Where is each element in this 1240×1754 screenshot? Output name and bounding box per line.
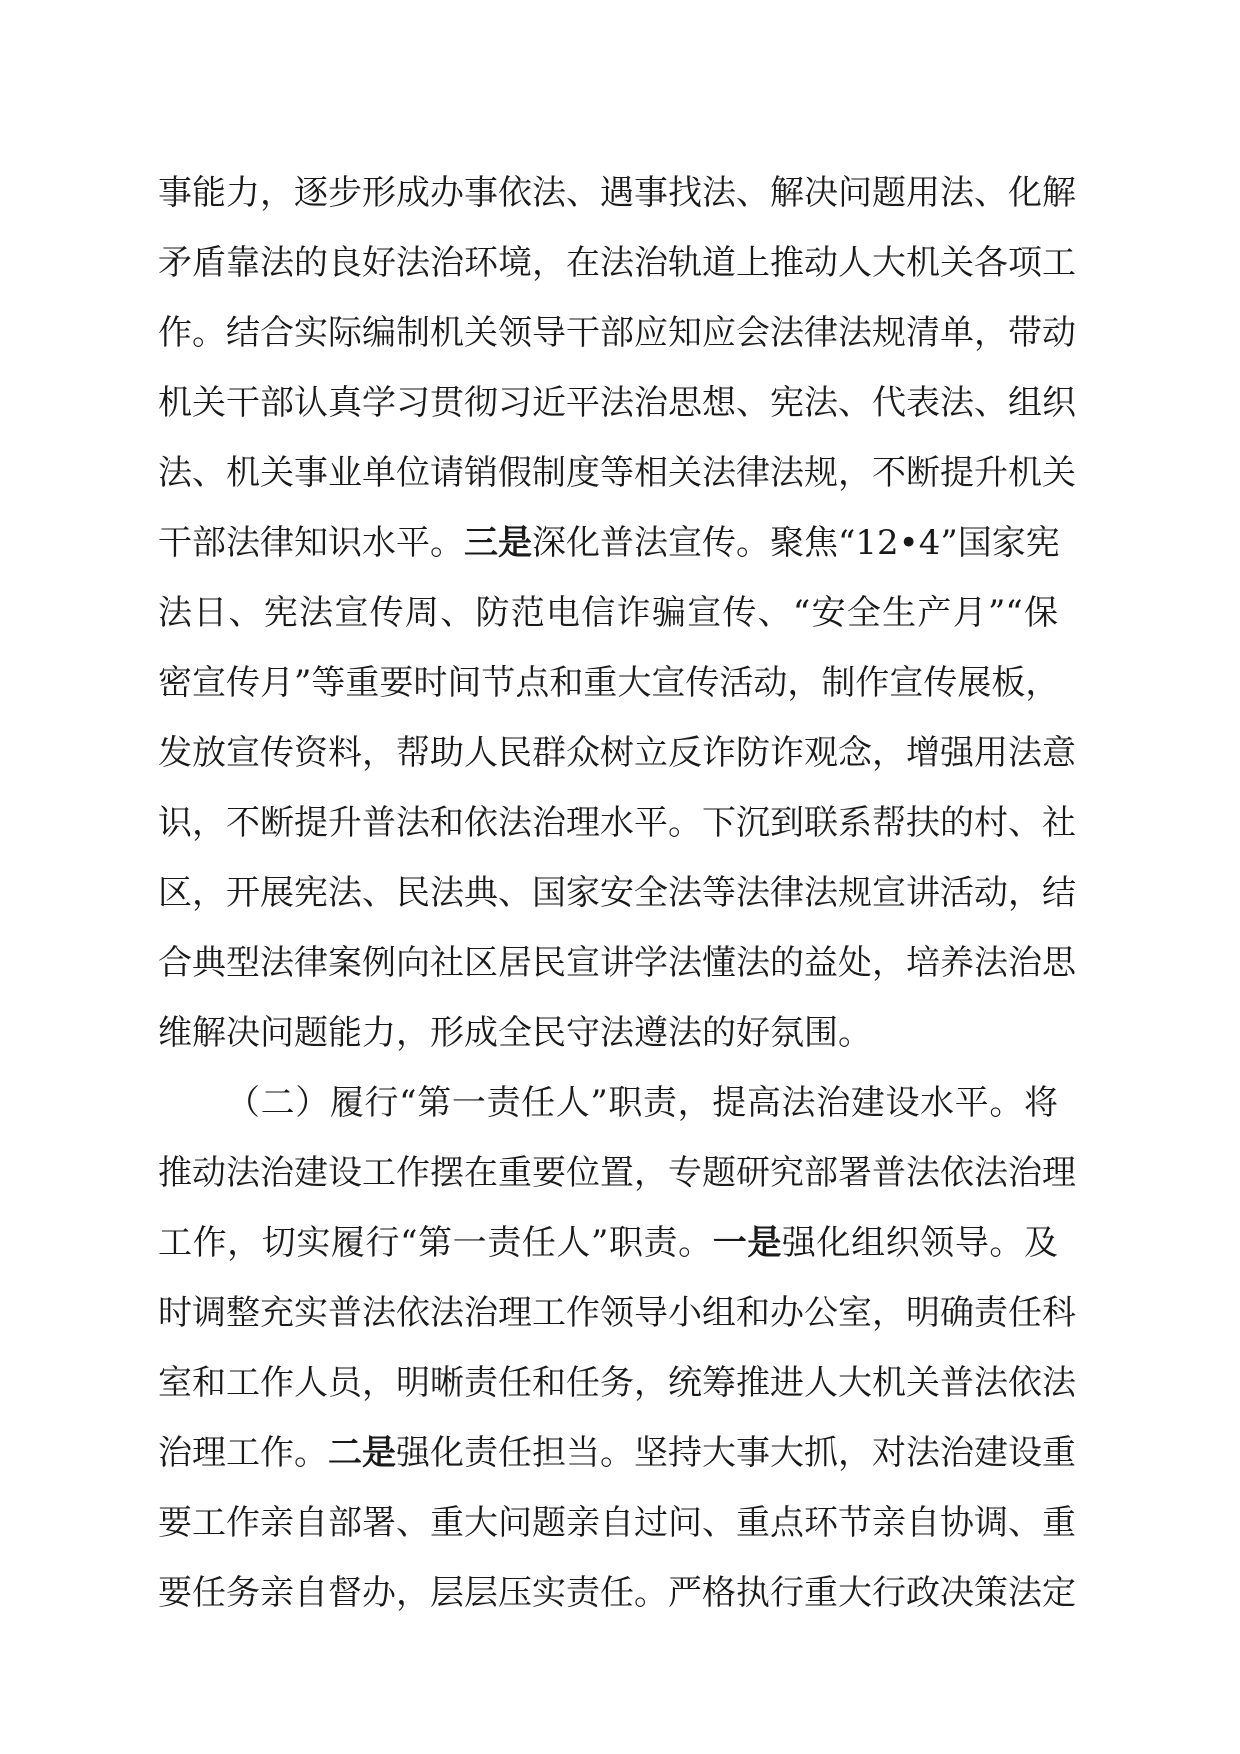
- text-segment: 机关干部认真学习贯彻习近平法治思想、宪法、代表法、组织: [158, 383, 1076, 423]
- text-segment: 法、机关事业单位请销假制度等相关法律法规，不断提升机关: [158, 453, 1076, 493]
- text-segment: 推动法治建设工作摆在重要位置，专题研究部署普法依法治理: [158, 1153, 1076, 1193]
- text-segment: 作。结合实际编制机关领导干部应知应会法律法规清单，带动: [158, 313, 1076, 353]
- text-segment: 合典型法律案例向社区居民宣讲学法懂法的益处，培养法治思: [158, 943, 1076, 983]
- text-line: [158, 228, 1076, 298]
- text-line: [158, 158, 1076, 228]
- text-segment: 干部法律知识水平。: [158, 523, 464, 563]
- text-segment: 要任务亲自督办，层层压实责任。严格执行重大行政决策法定: [158, 1573, 1076, 1613]
- text-segment: 发放宣传资料，帮助人民群众树立反诈防诈观念，增强用法意: [158, 733, 1076, 773]
- section-heading-line: [226, 1068, 1058, 1138]
- text-segment: 法日、宪法宣传周、防范电信诈骗宣传、“安全生产月”“保: [158, 593, 1058, 633]
- text-segment: 深化普法宣传。聚焦“12•4”国家宪: [532, 523, 1060, 563]
- text-line: [158, 1348, 1076, 1418]
- text-segment: 矛盾靠法的良好法治环境，在法治轨道上推动人大机关各项工: [158, 243, 1076, 283]
- bold-keyword: 二是: [328, 1433, 396, 1473]
- text-segment: 强化组织领导。及: [781, 1223, 1059, 1263]
- text-line: [158, 438, 1076, 508]
- text-segment: 强化责任担当。坚持大事大抓，对法治建设重: [396, 1433, 1076, 1473]
- text-line: [158, 1278, 1076, 1348]
- text-line: [158, 368, 1076, 438]
- text-segment: 工作，切实履行“第一责任人”职责。: [158, 1223, 713, 1263]
- text-segment: 维解决问题能力，形成全民守法遵法的好氛围。: [158, 1013, 872, 1053]
- text-segment: 区，开展宪法、民法典、国家安全法等法律法规宣讲活动，结: [158, 873, 1076, 913]
- text-segment: 识，不断提升普法和依法治理水平。下沉到联系帮扶的村、社: [158, 803, 1076, 843]
- text-segment: 事能力，逐步形成办事依法、遇事找法、解决问题用法、化解: [158, 173, 1076, 213]
- text-segment: 室和工作人员，明晰责任和任务，统筹推进人大机关普法依法: [158, 1363, 1076, 1403]
- text-line: [158, 578, 1058, 648]
- text-line: [158, 1208, 1058, 1278]
- bold-keyword: 一是: [712, 1223, 782, 1263]
- bold-keyword: 三是: [464, 523, 532, 563]
- text-segment: 要工作亲自部署、重大问题亲自过问、重点环节亲自协调、重: [158, 1503, 1076, 1543]
- text-line: [158, 998, 1058, 1068]
- text-line: [158, 648, 1058, 718]
- text-line: [158, 1138, 1076, 1208]
- text-segment: 时调整充实普法依法治理工作领导小组和办公室，明确责任科: [158, 1293, 1076, 1333]
- text-line: [158, 928, 1076, 998]
- text-line: [158, 1558, 1076, 1628]
- text-line: [158, 858, 1076, 928]
- text-line: [158, 298, 1076, 368]
- text-line: [158, 718, 1076, 788]
- text-segment: （二）履行“第一责任人”职责，提高法治建设水平。将: [226, 1083, 1058, 1123]
- text-line: [158, 788, 1076, 858]
- text-segment: 密宣传月”等重要时间节点和重大宣传活动，制作宣传展板，: [158, 663, 1060, 703]
- text-line: [158, 1418, 1076, 1488]
- text-segment: 治理工作。: [158, 1433, 328, 1473]
- text-line: [158, 1488, 1076, 1558]
- text-line: [158, 508, 1058, 578]
